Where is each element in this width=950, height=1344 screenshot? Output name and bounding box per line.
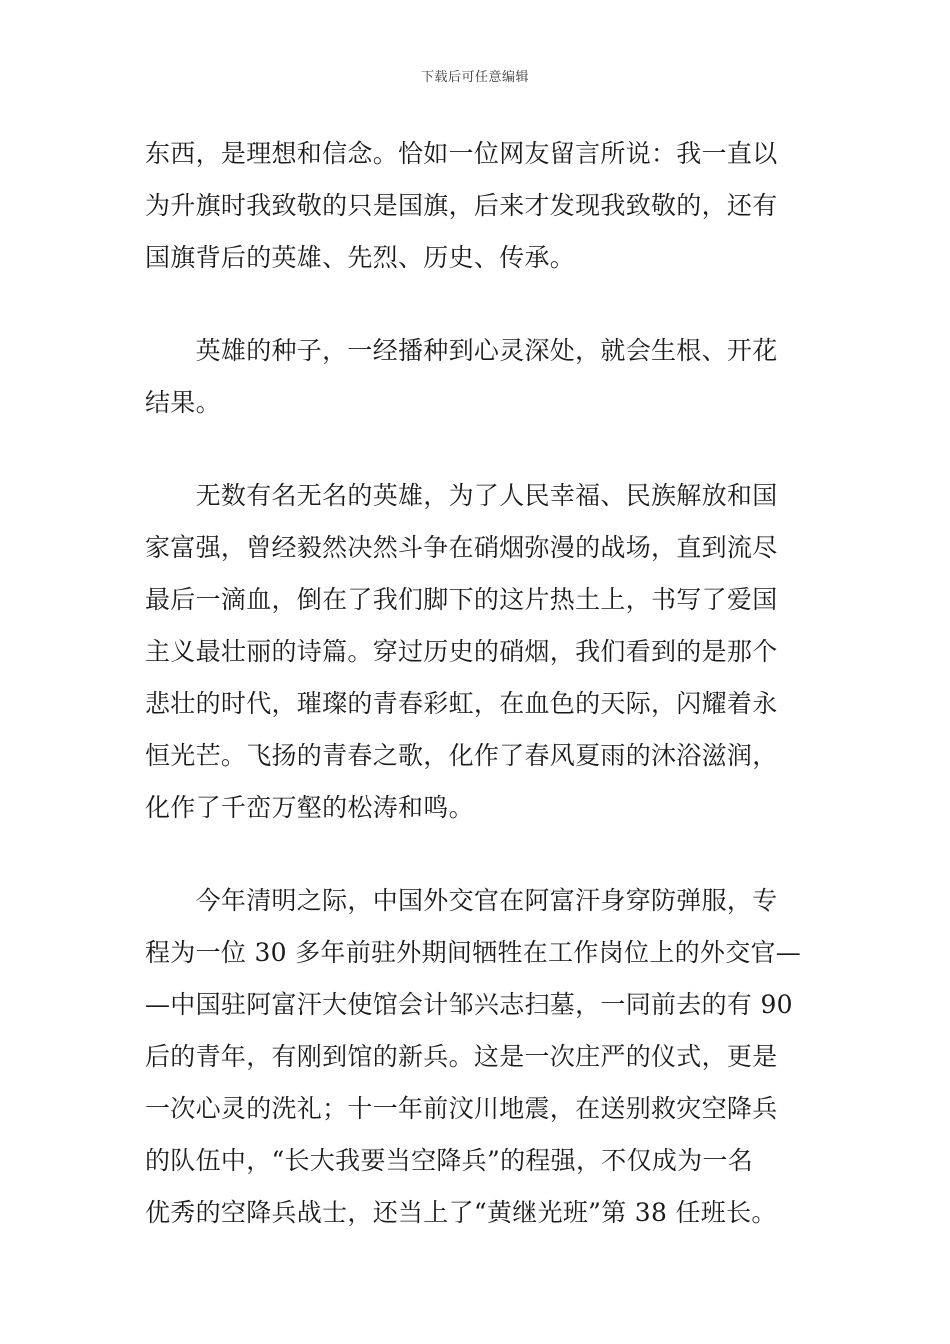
text-line: 国旗背后的英雄、先烈、历史、传承。 bbox=[145, 243, 576, 272]
paragraph bbox=[145, 875, 805, 1239]
paragraph bbox=[145, 325, 805, 429]
text-line: —中国驻阿富汗大使馆会计邹兴志扫墓，一同前去的有 90 bbox=[145, 990, 793, 1019]
text-line: 家富强，曾经毅然决然斗争在硝烟弥漫的战场，直到流尽 bbox=[145, 533, 778, 562]
text-line: 程为一位 30 多年前驻外期间牺牲在工作岗位上的外交官— bbox=[145, 938, 802, 967]
text-line: 最后一滴血，倒在了我们脚下的这片热土上，书写了爱国 bbox=[145, 585, 778, 614]
text-line: 后的青年，有刚到馆的新兵。这是一次庄严的仪式，更是 bbox=[145, 1042, 778, 1071]
paragraph-gap bbox=[145, 429, 805, 470]
text-line: 优秀的空降兵战士，还当上了“黄继光班”第 38 任班长。 bbox=[145, 1198, 777, 1227]
text-line: 的队伍中，“长大我要当空降兵”的程强，不仅成为一名 bbox=[145, 1146, 754, 1175]
paragraph bbox=[145, 470, 805, 834]
paragraph bbox=[145, 128, 805, 284]
paragraph-gap bbox=[145, 284, 805, 325]
text-line: 主义最壮丽的诗篇。穿过历史的硝烟，我们看到的是那个 bbox=[145, 637, 778, 666]
text-line: 英雄的种子，一经播种到心灵深处，就会生根、开花 bbox=[145, 336, 778, 365]
body-text bbox=[145, 128, 805, 1239]
text-line: 化作了千峦万壑的松涛和鸣。 bbox=[145, 793, 474, 822]
text-line: 恒光芒。飞扬的青春之歌，化作了春风夏雨的沐浴滋润， bbox=[145, 741, 778, 770]
text-line: 悲壮的时代，璀璨的青春彩虹，在血色的天际，闪耀着永 bbox=[145, 689, 778, 718]
text-line: 结果。 bbox=[145, 388, 221, 417]
text-line: 一次心灵的洗礼；十一年前汶川地震，在送别救灾空降兵 bbox=[145, 1094, 778, 1123]
paragraph-gap bbox=[145, 834, 805, 875]
text-line: 东西，是理想和信念。恰如一位网友留言所说：我一直以 bbox=[145, 139, 778, 168]
header-note: 下载后可任意编辑 bbox=[420, 70, 529, 85]
text-line: 无数有名无名的英雄，为了人民幸福、民族解放和国 bbox=[145, 481, 778, 510]
text-line: 为升旗时我致敬的只是国旗，后来才发现我致敬的，还有 bbox=[145, 191, 778, 220]
text-line: 今年清明之际，中国外交官在阿富汗身穿防弹服，专 bbox=[145, 886, 778, 915]
